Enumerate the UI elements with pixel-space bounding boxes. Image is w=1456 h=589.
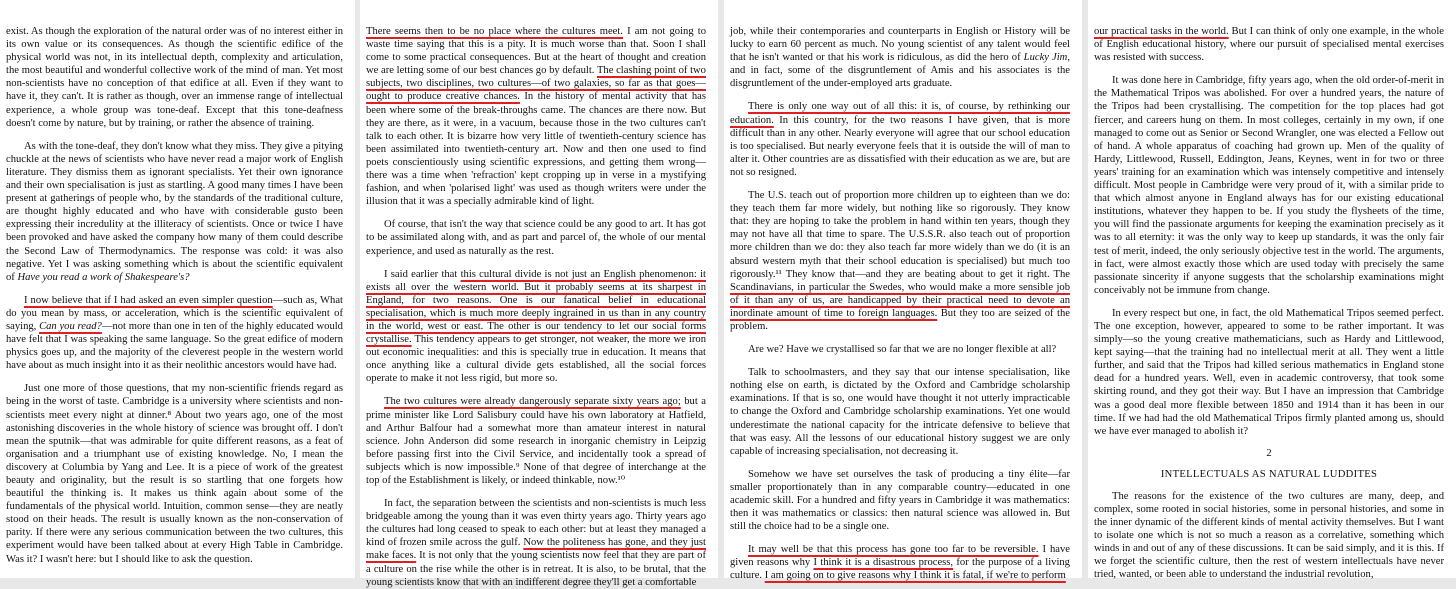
highlighted-text: The clashing point of two subjects, two disciplines, two cultures—of two galaxies, so far as that goes—ought to produce creative chances. <box>366 65 706 103</box>
highlighted-text: this cultural divide is not just an English phenomenon: it exists all over the western world. But it probably seems at its sharpest in England, for two reasons. One is our fanatical belief in educational specialisation, which is much more deeply ingrained in us than in any country in the world, west or east. The other is our tendency to let our social forms crystallise. <box>366 268 706 346</box>
paragraph <box>1094 25 1444 64</box>
highlighted-text: Scandinavians, in particular the Swedes, who would make a more sensible job of it than any of us, are handicapped by their practical need to devote an inordinate amount of time to foreign languages. <box>730 281 1070 319</box>
paragraph <box>1094 307 1444 438</box>
text-run: Somehow we have set ourselves the task of producing a tiny élite—far smaller proportionately than in any comparable country—educated in one academic skill. For a hundred and fifty years in Cambridge it was mathematics: then it was mathematics or classics: then natural science was allowed in. But still the choice had to be a single one. <box>730 468 1070 533</box>
paragraph <box>366 25 706 208</box>
text-run: Just one more of those questions, that my non-scientific friends regard as being in the worst of taste. Cambridge is a university where scientists and non-scientists meet every night at dinner.⁸ About two years ago, one of the most astonishing discoveries in the whole history of science was brought off. I don't mean the sputnik—that was admirable for quite different reasons, as a feat of organisation and a triumphant use of existing knowledge. No, I mean the discovery at Columbia by Yang and Lee. It is a piece of work of the greatest beauty and originality, but the result is so startling that one forgets how beautiful the thinking is. It makes us think again about some of the fundamentals of the physical world. Intuition, common sense—they are neatly stood on their heads. The result is usually known as the non-conservation of parity. If there were any serious communication between the two cultures, this experiment would have been talked about at every High Table in Cambridge. Was it? I wasn't here: but I should like to ask the question. <box>6 383 343 565</box>
paragraph <box>366 268 706 386</box>
text-run: but a prime minister like Lord Salisbury could have his own laboratory at Hatfield, and Arthur Balfour had a somewhat more than amateur interest in natural science. John Anderson did some research in inorganic chemistry in Leipzig before passing first into the Civil Service, and incidentally took a spread of subjects which is now impossible.⁹ None of that degree of interchange at the top of the Establishment is likely, or indeed thinkable, now.¹⁰ <box>366 396 706 486</box>
text-run: In the history of mental activity that has been where some of the break-throughs came. The chances are there now. But they are there, as it were, in a vacuum, because those in the two cultures can't talk to each other. It is bizarre how very little of twentieth-century science has been assimilated into twentieth-century art. Now and then one used to find poets conscientiously using scientific expressions, and getting them wrong—there was a time when 'refraction' kept cropping up in verse in a mystifying fashion, and when 'polarised light' was used as though writers were under the illusion that it was a specially admirable kind of light. <box>366 91 707 208</box>
highlighted-text: There seems then to be no place where the cultures meet. <box>366 26 623 37</box>
text-run: I said earlier that <box>384 268 461 280</box>
paragraph <box>366 395 706 487</box>
text-run: job, while their contemporaries and counterparts in English or History will be lucky to earn 60 percent as much. No young scientist of any talent would feel that he isn't wanted or that his work is ridiculous, as did the hero of <box>730 26 1070 64</box>
paragraph <box>6 140 343 284</box>
text-run: In fact, the separation between the scientists and non-scientists is much less bridgeable among the young than it was even thirty years ago. Thirty years ago the cultures had long ceased to speak to each other: but at least they managed a kind of frozen smile across the gulf. <box>366 498 706 549</box>
paragraph <box>6 294 343 373</box>
page-3 <box>724 0 1082 582</box>
paragraph <box>6 382 343 565</box>
text-run: The reasons for the existence of the two cultures are many, deep, and complex, some rooted in social histories, some in personal histories, and some in the inner dynamic of the different kinds of mental activity themselves. But I want to isolate one which is not so much a reason as a correlative, something which winds in and out of any of these discussions. It can be said simply, and it is this. If we forget the scientific culture, then the rest of western intellectuals have never tried, wanted, or been able to understand the industrial revolution, <box>1094 490 1444 581</box>
text-run: But I can think of only one example, in the whole of English educational history, where our pursuit of specialised mental exercises was resisted with success. <box>1094 26 1444 64</box>
paragraph <box>730 543 1070 582</box>
text-run: I have given reasons why <box>730 544 1070 569</box>
page-2 <box>360 0 718 588</box>
highlighted-text: The two cultures were already dangerously separate sixty years ago; <box>384 396 681 408</box>
text-run: This tendency appears to get stronger, not weaker, the more we iron out economic inequalities: and this is specially true in education. It means that once anything like a cultural divide gets established, all the social forces operate to make it not less rigid, but more so. <box>366 334 706 385</box>
text-run: Talk to schoolmasters, and they say that our intense specialisation, like nothing else on earth, is dictated by the Oxford and Cambridge scholarship examinations. If that is so, one would have thought it not utterly impracticable to change the Oxford and Cambridge scholarship examinations. Yet one would underestimate the national capacity for the intricate defensive to believe that that was easy. All the lessons of our educational history suggest we are only capable of increasing specialisation, not decreasing it. <box>730 367 1070 457</box>
text-run: Of course, that isn't the way that science could be any good to art. It has got to be assimilated along with, and as part and parcel of, the whole of our mental experience, and used as naturally as the rest. <box>366 219 706 257</box>
paragraph <box>730 468 1070 533</box>
text-run: But they too are seized of the problem. <box>730 307 1070 332</box>
highlighted-text: our practical tasks in the world. <box>1094 26 1229 37</box>
section-heading: INTELLECTUALS AS NATURAL LUDDITES <box>1160 468 1378 480</box>
highlighted-text: Can you read? <box>39 320 102 332</box>
paragraph <box>366 218 706 257</box>
text-run: The U.S. teach out of proportion more children up to eighteen than we do: they teach them far more widely, but nothing like so rigorously. They know that: they are hoping to take the problem in hand within ten years, though they may not have all that time to spare. The U.S.S.R. also teach out of proportion more children than we do: they also teach far more widely than we do (it is an absurd western myth that their school education is specialised) but much too rigorously.¹¹ They know that—and they are beating about to get it right. The <box>730 190 1070 280</box>
text-run: and in fact, some of the disgruntlement of Amis and his associates is the disgruntlement of the under-employed arts graduate. <box>730 65 1070 90</box>
paragraph <box>730 189 1070 333</box>
highlighted-text: I now believe that if I had asked an even simpler question <box>24 294 273 306</box>
text-run: In this country, for the two reasons I have given, that is more difficult than in any other. Nearly everyone will agree that our school education is too specialised. But nearly everyone feels that it is outside the will of man to alter it. Other countries are as dissatisfied with their education as we are, but are not so resigned. <box>730 114 1070 178</box>
paragraph <box>730 366 1070 458</box>
text-run: —not more than one in ten of the highly educated would have felt that I was speaking the same language. So the great edifice of modern physics goes up, and the majority of the cleverest people in the western world have about as much insight into it as their neolithic ancestors would have had. <box>6 320 343 372</box>
paragraph <box>730 343 1070 356</box>
text-run: As with the tone-deaf, they don't know what they miss. They give a pitying chuckle at the news of scientists who have never read a major work of English literature. They dismiss them as ignorant specialists. Yet their own ignorance and their own specialisation is just as startling. A good many times I have been present at gatherings of people who, by the standards of the traditional culture, are thought highly educated and who have with considerable gusto been expressing their incredulity at the illiteracy of scientists. Once or twice I have been provoked and have asked the company how many of them could describe the Second Law of Thermodynamics. The response was cold: it was also negative. Yet I was asking something which is about the scientific equivalent of <box>6 140 343 283</box>
highlighted-text: I am going on to give reasons why I think it is fatal, if we're to perform <box>764 570 1066 582</box>
text-run: Are we? Have we crystallised so far that we are no longer flexible at all? <box>748 344 1057 356</box>
text-run: Have you read a work of Shakespeare's? <box>17 271 190 283</box>
text-run: for the purpose of a living culture. <box>730 557 1070 582</box>
text-run: I am not going to waste time saying that this is a pity. It is much worse than that. Soon I shall come to some practical consequences. But at the heart of thought and creation we are letting some of our best chances go by default. <box>366 26 707 77</box>
paragraph <box>730 25 1070 90</box>
text-run: Lucky Jim, <box>1023 52 1070 64</box>
highlighted-text: I think it is a disastrous process, <box>813 557 954 569</box>
text-run: —such as, What do you mean by mass, or acceleration, which is the scientific equivalent of saying, <box>6 294 343 332</box>
highlighted-text: There is only one way out of all this: it is, of course, by rethinking our education. <box>730 101 1070 126</box>
highlighted-text: It may well be that this process has gone too far to be reversible. <box>748 544 1039 556</box>
paragraph <box>6 25 343 130</box>
text-run: It was done here in Cambridge, fifty years ago, when the old order-of-merit in the Mathematical Tripos was abolished. For over a hundred years, the nature of the Tripos had been crystallising. The competition for the top places had got fiercer, and careers hung on them. In most colleges, certainly in my own, if one managed to come out as Senior or Second Wrangler, one was elected a Fellow out of hand. A whole apparatus of coaching had grown up. Men of the quality of Hardy, Littlewood, Russell, Eddington, Jeans, Keynes, went in for two or three years' training for an examination which was intensely competitive and intensely difficult. Most people in Cambridge were very proud of it, with a similar pride to that which almost anyone in England always has for our existing educational institutions, whatever they happen to be. If you study the flysheets of the time, you will find the passionate arguments for keeping the examination precisely as it was to all eternity: it was the only way to keep up standards, it was the only fair test of merit, indeed, the only seriously objective test in the world. The arguments, in fact, were almost exactly those which are used today with precisely the same passionate sincerity if anyone suggests that the scholarship examinations might conceivably not be immune from change. <box>1094 75 1444 296</box>
paragraph <box>1094 74 1444 297</box>
paragraph <box>730 100 1070 179</box>
page-4 <box>1088 0 1456 581</box>
paragraph <box>366 497 706 589</box>
text-run: It is not only that the young scientists now feel that they are part of a culture on the rise while the other is in retreat. It is also, to be brutal, that the young scientists know that with an indifferent degree they'll get a comfortable <box>366 550 706 588</box>
text-run: In every respect but one, in fact, the old Mathematical Tripos seemed perfect. The one exception, however, appeared to some to be rather important. It was simply—so the young creative mathematicians, such as Hardy and Littlewood, kept saying—that the training had no intellectual merit at all. They went a little further, and said that the Tripos had killed serious mathematics in England stone dead for a hundred years. Well, even in academic controversy, that took some skirting round, and they got their way. But I have an impression that Cambridge was a good deal more flexible between 1850 and 1914 than it has been in our time. If we had had the old Mathematical Tripos firmly planted among us, should we have ever managed to abolish it? <box>1094 307 1444 437</box>
paragraph <box>1094 490 1444 582</box>
page-1 <box>0 0 355 578</box>
highlighted-text: Now the politeness has gone, and they just make faces. <box>366 537 706 562</box>
text-run: exist. As though the exploration of the natural order was of no interest either in its own value or its consequences. As though the scientific edifice of the physical world was not, in its intellectual depth, complexity and articulation, the most beautiful and wonderful collective work of the mind of man. Yet most non-scientists have no conception of that edifice at all. Even if they want to have it, they can't. It is rather as though, over an immense range of intellectual experience, a whole group was tone-deaf. Except that this tone-deafness doesn't come by nature, but by training, or rather the absence of training. <box>6 26 343 129</box>
page-number: 2 <box>1266 447 1272 459</box>
